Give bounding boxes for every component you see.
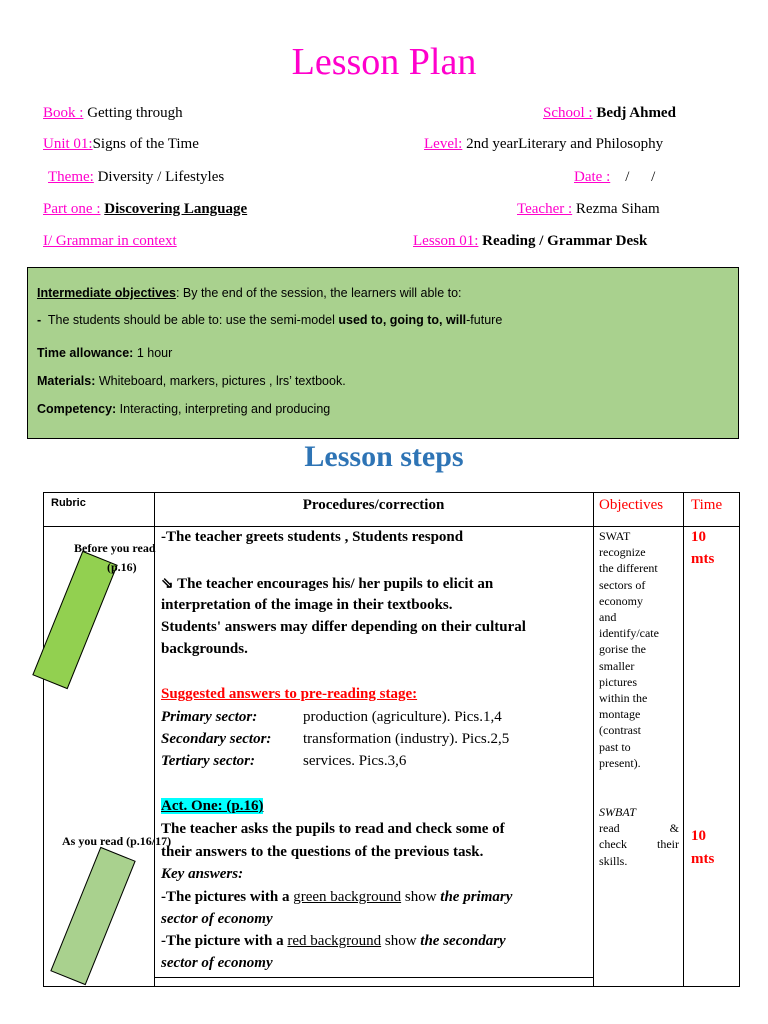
red-answer-line-2: sector of economy — [161, 955, 273, 971]
materials-value: Whiteboard, markers, pictures , lrs’ textbook. — [98, 374, 346, 388]
objective-line: gorise the — [599, 642, 646, 657]
objective-line: economy — [599, 593, 643, 608]
book-value: Getting through — [87, 105, 183, 121]
level-value: 2nd yearLiterary and Philosophy — [466, 136, 664, 152]
level-field — [424, 136, 663, 153]
teacher-label: Teacher : — [517, 201, 573, 217]
model-tail: -future — [466, 313, 503, 327]
header-rubric: Rubric — [51, 497, 86, 509]
book-label: Book : — [43, 105, 84, 121]
rubric-before-page: (p.16) — [107, 560, 137, 574]
suggested-heading: Suggested answers to pre-reading stage: — [161, 686, 418, 702]
competency-value: Interacting, interpreting and producing — [119, 402, 331, 416]
objective-word: their — [657, 837, 679, 852]
answers-line-1: Students' answers may differ depending on their cultural — [161, 619, 526, 635]
objective-line: sectors of — [599, 577, 646, 592]
rubric-bar-during — [50, 847, 135, 985]
time-label: Time allowance: — [37, 346, 134, 360]
key-answers-label: Key answers: — [161, 866, 244, 882]
objective-word: & — [669, 821, 679, 836]
objective-line: smaller — [599, 658, 635, 673]
time-row2-value: 10 — [691, 828, 706, 844]
objective-line: the different — [599, 561, 658, 576]
sector-desc: transformation (industry). Pics.2,5 — [303, 731, 510, 747]
red-link: red background — [287, 933, 382, 949]
unit-label: Unit 01 — [43, 136, 89, 152]
objective-line: and — [599, 610, 617, 625]
objective-line: (contrast — [599, 723, 641, 738]
part-label: Part one : — [43, 201, 101, 217]
objective-line: SWBAT — [599, 805, 636, 819]
objectives-row1 — [599, 528, 681, 771]
act-one-label: Act. One: (p.16) — [161, 798, 264, 814]
date-value: / / — [625, 169, 656, 185]
school-value: Bedj Ahmed — [596, 105, 676, 121]
date-label: Date : — [574, 169, 611, 185]
unit-sep: : — [88, 136, 93, 152]
green-answer-line — [161, 889, 512, 906]
arrow-icon: ⇘ — [161, 576, 174, 592]
intermediate-objectives — [37, 286, 462, 300]
red-answer-line — [161, 933, 506, 950]
date-field — [574, 169, 655, 186]
green-answer-line-2: sector of economy — [161, 911, 273, 927]
objectives-box — [27, 267, 739, 439]
theme-value: Diversity / Lifestyles — [97, 169, 225, 185]
green-emph: the primary — [440, 889, 513, 905]
lesson-steps-title: Lesson steps — [304, 440, 464, 473]
header-objectives: Objectives — [599, 497, 664, 513]
lesson-label: Lesson 01: — [413, 233, 479, 249]
red-pre: -The picture with a — [161, 933, 288, 949]
bullet: - — [37, 313, 42, 327]
lesson-value: Reading / Grammar Desk — [482, 233, 648, 249]
sector-name: Primary sector: — [161, 709, 258, 725]
objective-word: read — [599, 821, 620, 836]
sector-desc: services. Pics.3,6 — [303, 753, 407, 769]
rubric-bar-before — [32, 551, 117, 689]
objective-line: recognize — [599, 545, 646, 560]
unit-field — [43, 136, 199, 153]
materials — [37, 374, 346, 388]
objective-line: present). — [599, 755, 641, 770]
act-one-heading — [161, 798, 263, 815]
red-emph: the secondary — [420, 933, 506, 949]
green-pre: -The pictures with a — [161, 889, 294, 905]
time-value: 1 hour — [136, 346, 173, 360]
competency-label: Competency: — [37, 402, 117, 416]
green-link: green background — [293, 889, 402, 905]
teacher-value: Rezma Siham — [575, 201, 660, 217]
header-procedures: Procedures/correction — [302, 497, 445, 513]
objective-line: identify/cate — [599, 626, 659, 641]
red-mid: show — [381, 933, 421, 949]
part-field — [43, 201, 247, 218]
time-allowance — [37, 346, 172, 360]
school-label: School : — [543, 105, 593, 121]
theme-label: Theme: — [48, 169, 94, 185]
book-field — [43, 105, 183, 122]
page-title: Lesson Plan — [291, 41, 477, 83]
unit-value: Signs of the Time — [92, 136, 199, 152]
time-row1-value: 10 — [691, 529, 706, 545]
objective-line: past to — [599, 739, 631, 754]
objectives-row2 — [599, 804, 679, 869]
grammar-label: I/ Grammar in context — [43, 233, 177, 249]
level-label: Level: — [424, 136, 463, 152]
green-mid: show — [401, 889, 441, 905]
intermediate-label: Intermediate objectives — [37, 286, 176, 300]
task-line-1: The teacher asks the pupils to read and check some of — [161, 821, 505, 837]
header-time: Time — [691, 497, 723, 513]
encourage-text-1: The teacher encourages his/ her pupils to elicit an — [177, 576, 494, 592]
answers-line-2: backgrounds. — [161, 641, 248, 657]
model-bold: used to, going to, will — [338, 313, 467, 327]
sector-name: Secondary sector: — [161, 731, 272, 747]
table-divider — [154, 977, 593, 978]
sector-desc: production (agriculture). Pics.1,4 — [303, 709, 502, 725]
objective-word: check — [599, 837, 627, 852]
time-row2-unit: mts — [691, 851, 715, 867]
lesson-steps-table — [43, 492, 740, 987]
objective-line: within the — [599, 691, 648, 706]
table-divider — [154, 493, 155, 986]
intermediate-text: : By the end of the session, the learners will able to: — [175, 286, 462, 300]
model-objective — [37, 313, 502, 327]
teacher-field — [517, 201, 660, 218]
lesson-field — [413, 233, 647, 250]
competency — [37, 402, 330, 416]
theme-field — [48, 169, 224, 186]
school-field — [543, 105, 676, 122]
greet-text: -The teacher greets students , Students respond — [161, 529, 464, 545]
rubric-before-label: Before you read — [74, 541, 156, 555]
encourage-line-2: interpretation of the image in their textbooks. — [161, 597, 453, 613]
sector-name: Tertiary sector: — [161, 753, 256, 769]
task-line-2: their answers to the questions of the previous task. — [161, 844, 484, 860]
encourage-line-1 — [161, 574, 493, 593]
objective-line: montage — [599, 707, 641, 722]
table-divider — [593, 493, 594, 986]
table-divider — [683, 493, 684, 986]
rubric-during-label: As you read (p.16/17) — [62, 834, 172, 848]
objective-line — [599, 820, 679, 836]
part-value: Discovering Language — [104, 201, 248, 217]
grammar-field — [43, 233, 177, 250]
objective-line — [599, 836, 679, 852]
model-text: The students should be able to: use the semi-model — [47, 313, 335, 327]
objective-line: skills. — [599, 853, 628, 868]
objective-line: SWAT — [599, 529, 631, 543]
materials-label: Materials: — [37, 374, 96, 388]
objective-line: pictures — [599, 674, 637, 689]
table-divider — [44, 526, 739, 527]
time-row1-unit: mts — [691, 551, 715, 567]
